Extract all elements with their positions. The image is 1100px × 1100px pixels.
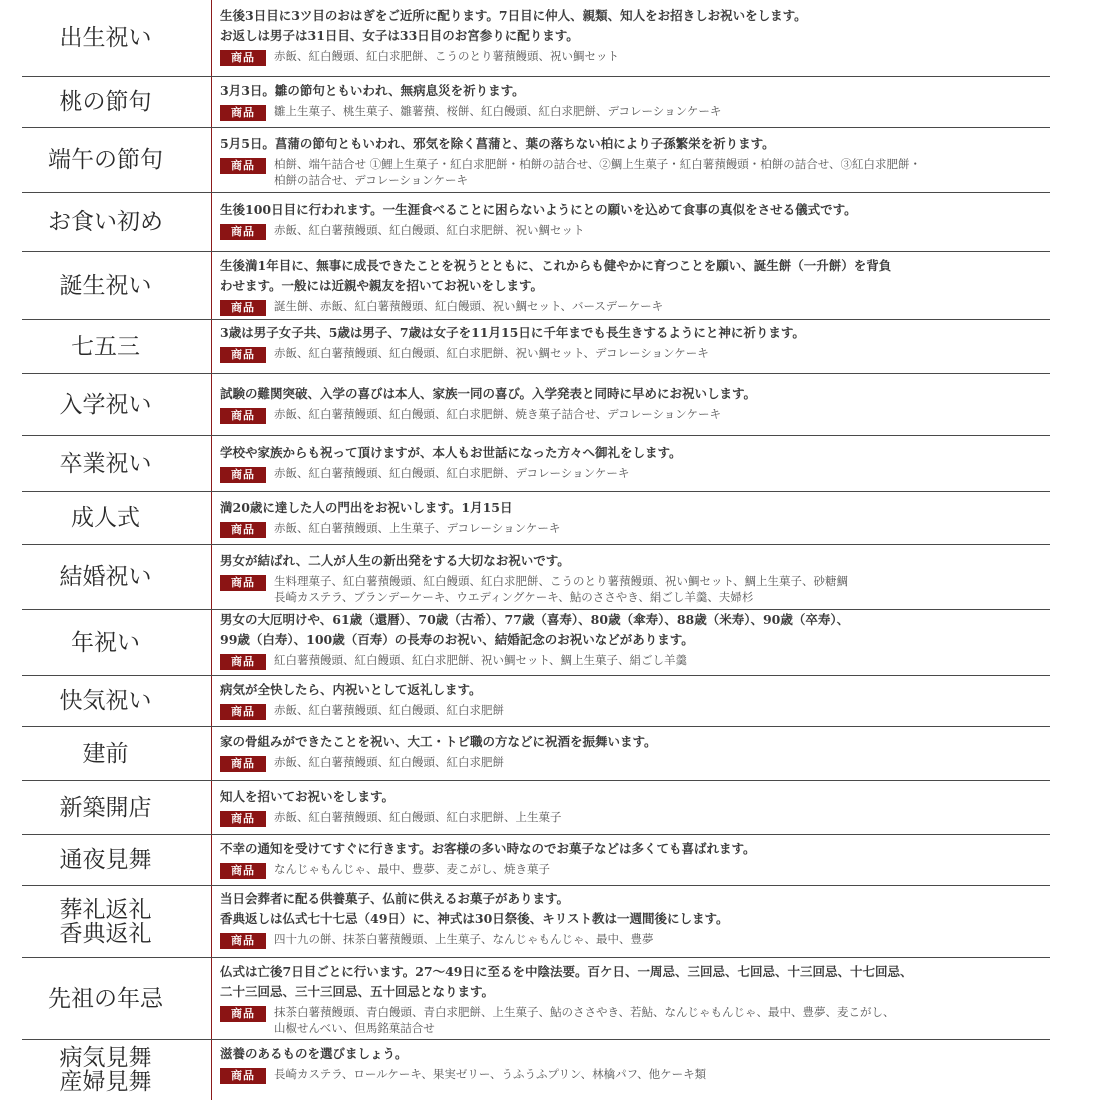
occasion-name: 成人式 xyxy=(71,505,140,531)
occasion-content xyxy=(220,680,1050,720)
product-line xyxy=(220,1004,1050,1036)
product-line xyxy=(220,465,1050,483)
product-line xyxy=(220,48,1050,66)
product-badge: 商品 xyxy=(220,105,266,121)
product-list: 生料理菓子、紅白薯蕷饅頭、紅白饅頭、紅白求肥餅、こうのとり薯蕷饅頭、祝い鯛セット、鯛上生菓子、砂糖鯛 長崎カステラ、ブランデーケーキ、ウエディングケーキ、鮎のささやき、絹ごし羊羹、夫婦杉 xyxy=(274,574,848,604)
table-row xyxy=(22,128,1050,193)
occasion-description: 当日会葬者に配る供養菓子、仏前に供えるお菓子があります。 香典返しは仏式七十七忌（49日）に、神式は30日祭後、キリスト教は一週間後にします。 xyxy=(220,891,729,926)
product-line xyxy=(220,520,1050,538)
product-badge: 商品 xyxy=(220,1006,266,1022)
occasion-description: 生後満1年目に、無事に成長できたことを祝うとともに、これからも健やかに育つことを願い、誕生餅（一升餅）を背負 わせます。一般には近親や親友を招いてお祝いをします。 xyxy=(220,258,892,293)
product-list: 柏餅、端午詰合せ ①鯉上生菓子・紅白求肥餅・柏餅の詰合せ、②鯛上生菓子・紅白薯蕷饅頭・柏餅の詰合せ、③紅白求肥餅・ 柏餅の詰合せ、デコレーションケーキ xyxy=(274,157,921,187)
occasion-content xyxy=(220,323,1050,363)
table-row xyxy=(22,492,1050,545)
product-badge: 商品 xyxy=(220,575,266,591)
product-badge: 商品 xyxy=(220,158,266,174)
table-row xyxy=(22,0,1050,77)
product-badge: 商品 xyxy=(220,347,266,363)
occasion-description: 試験の難関突破、入学の喜びは本人、家族一同の喜び。入学発表と同時に早めにお祝いします。 xyxy=(220,386,757,401)
occasion-description: 生後100日目に行われます。一生涯食べることに困らないようにとの願いを込めて食事の真似をさせる儀式です。 xyxy=(220,202,857,217)
table-row xyxy=(22,252,1050,320)
occasion-content xyxy=(220,732,1050,772)
table-row xyxy=(22,1040,1050,1100)
product-badge: 商品 xyxy=(220,522,266,538)
product-badge: 商品 xyxy=(220,50,266,66)
occasion-content xyxy=(220,962,1050,1036)
occasion-name: 端午の節句 xyxy=(48,147,163,173)
celebration-table xyxy=(22,0,1050,1100)
product-badge: 商品 xyxy=(220,756,266,772)
product-badge: 商品 xyxy=(220,704,266,720)
product-list: 紅白薯蕷饅頭、紅白饅頭、紅白求肥餅、祝い鯛セット、鯛上生菓子、絹ごし羊羹 xyxy=(274,653,687,667)
table-row xyxy=(22,193,1050,252)
product-badge: 商品 xyxy=(220,933,266,949)
table-row xyxy=(22,320,1050,374)
occasion-content xyxy=(220,610,1050,670)
product-list: 長崎カステラ、ロールケーキ、果実ゼリー、うふうふプリン、林檎パフ、他ケーキ類 xyxy=(274,1067,707,1081)
occasion-description: 不幸の通知を受けてすぐに行きます。お客様の多い時なのでお菓子などは多くても喜ばれます。 xyxy=(220,841,756,856)
occasion-content xyxy=(220,81,1050,121)
product-line xyxy=(220,298,1050,316)
product-list: 赤飯、紅白薯蕷饅頭、紅白饅頭、紅白求肥餅、祝い鯛セット、デコレーションケーキ xyxy=(274,346,709,360)
table-row xyxy=(22,374,1050,436)
occasion-description: 病気が全快したら、内祝いとして返礼します。 xyxy=(220,682,482,697)
occasion-description: 3月3日。雛の節句ともいわれ、無病息災を祈ります。 xyxy=(220,83,525,98)
table-row xyxy=(22,835,1050,886)
product-line xyxy=(220,222,1050,240)
occasion-content xyxy=(220,787,1050,827)
occasion-name: 卒業祝い xyxy=(59,450,152,477)
occasion-name: 通夜見舞 xyxy=(59,847,152,873)
product-line xyxy=(220,1066,1050,1084)
occasion-content xyxy=(220,134,1050,188)
occasion-name: 快気祝い xyxy=(59,688,152,714)
table-row xyxy=(22,545,1050,610)
table-row xyxy=(22,781,1050,835)
occasion-description: 5月5日。菖蒲の節句ともいわれ、邪気を除く菖蒲と、葉の落ちない柏により子孫繁栄を祈ります。 xyxy=(220,136,775,151)
product-list: なんじゃもんじゃ、最中、豊夢、麦こがし、焼き菓子 xyxy=(274,862,550,876)
product-line xyxy=(220,861,1050,879)
product-list: 赤飯、紅白薯蕷饅頭、紅白饅頭、紅白求肥餅、上生菓子 xyxy=(274,810,562,824)
occasion-name: 結婚祝い xyxy=(59,564,152,590)
product-line xyxy=(220,573,1050,605)
product-list: 赤飯、紅白薯蕷饅頭、紅白饅頭、紅白求肥餅、祝い鯛セット xyxy=(274,223,585,237)
occasion-description: 仏式は亡後7日目ごとに行います。27〜49日に至るを中陰法要。百ケ日、一周忌、三回忌、七回忌、十三回忌、十七回忌、 二十三回忌、三十三回忌、五十回忌となります。 xyxy=(220,964,913,999)
product-badge: 商品 xyxy=(220,654,266,670)
product-line xyxy=(220,103,1050,121)
table-row xyxy=(22,436,1050,492)
product-list: 赤飯、紅白薯蕷饅頭、上生菓子、デコレーションケーキ xyxy=(274,521,561,535)
occasion-description: 3歳は男子女子共、5歳は男子、7歳は女子を11月15日に千年までも長生きするようにと神に祈ります。 xyxy=(220,325,805,340)
product-line xyxy=(220,754,1050,772)
product-list: 抹茶白薯蕷饅頭、青白饅頭、青白求肥餅、上生菓子、鮎のささやき、若鮎、なんじゃもんじゃ、最中、豊夢、麦こがし、 山椒せんべい、但馬銘菓詰合せ xyxy=(274,1005,895,1035)
occasion-name: 先祖の年忌 xyxy=(48,985,163,1012)
product-list: 雛上生菓子、桃生菓子、雛薯蕷、桜餅、紅白饅頭、紅白求肥餅、デコレーションケーキ xyxy=(274,104,722,118)
occasion-name: 年祝い xyxy=(71,629,140,656)
occasion-name: 葬礼返礼 香典返礼 xyxy=(59,896,152,947)
occasion-name: 病気見舞 産婦見舞 xyxy=(59,1045,152,1095)
product-badge: 商品 xyxy=(220,224,266,240)
occasion-content xyxy=(220,256,1050,316)
occasion-content xyxy=(220,551,1050,605)
occasion-name: 入学祝い xyxy=(59,391,152,418)
product-badge: 商品 xyxy=(220,300,266,316)
product-list: 赤飯、紅白饅頭、紅白求肥餅、こうのとり薯蕷饅頭、祝い鯛セット xyxy=(274,49,619,63)
product-badge: 商品 xyxy=(220,1068,266,1084)
table-row xyxy=(22,958,1050,1040)
occasion-description: 知人を招いてお祝いをします。 xyxy=(220,789,395,804)
occasion-description: 男女の大厄明けや、61歳（還暦）、70歳（古希）、77歳（喜寿）、80歳（傘寿）、88歳（米寿）、90歳（卒寿）、 99歳（白寿）、100歳（百寿）の長寿のお祝い、結婚記念のお祝いなどがあります。 xyxy=(220,612,850,647)
occasion-description: 生後3日目に3ツ目のおはぎをご近所に配ります。7日目に仲人、親類、知人をお招きしお祝いをします。 お返しは男子は31日目、女子は33日目のお宮参りに配ります。 xyxy=(220,8,807,43)
product-line xyxy=(220,652,1050,670)
product-line xyxy=(220,702,1050,720)
product-list: 赤飯、紅白薯蕷饅頭、紅白饅頭、紅白求肥餅 xyxy=(274,703,504,717)
occasion-description: 家の骨組みができたことを祝い、大工・トビ職の方などに祝酒を振舞います。 xyxy=(220,734,657,749)
occasion-content xyxy=(220,1044,1050,1084)
product-line xyxy=(220,931,1050,949)
table-row xyxy=(22,610,1050,676)
product-list: 四十九の餅、抹茶白薯蕷饅頭、上生菓子、なんじゃもんじゃ、最中、豊夢 xyxy=(274,932,654,946)
product-badge: 商品 xyxy=(220,811,266,827)
occasion-name: 建前 xyxy=(82,740,129,767)
occasion-name: 七五三 xyxy=(71,333,140,360)
occasion-content xyxy=(220,6,1050,66)
occasion-content xyxy=(220,889,1050,949)
product-list: 赤飯、紅白薯蕷饅頭、紅白饅頭、紅白求肥餅、焼き菓子詰合せ、デコレーションケーキ xyxy=(274,407,722,421)
occasion-description: 滋養のあるものを選びましょう。 xyxy=(220,1046,408,1061)
occasion-content xyxy=(220,200,1050,240)
occasion-content xyxy=(220,443,1050,483)
occasion-content xyxy=(220,498,1050,538)
table-row xyxy=(22,886,1050,958)
table-row xyxy=(22,727,1050,781)
occasion-name: 出生祝い xyxy=(59,25,152,51)
product-list: 誕生餅、赤飯、紅白薯蕷饅頭、紅白饅頭、祝い鯛セット、バースデーケーキ xyxy=(274,299,664,313)
product-line xyxy=(220,406,1050,424)
occasion-description: 満20歳に達した人の門出をお祝いします。1月15日 xyxy=(220,500,513,515)
product-badge: 商品 xyxy=(220,408,266,424)
occasion-description: 男女が結ばれ、二人が人生の新出発をする大切なお祝いです。 xyxy=(220,553,570,568)
product-line xyxy=(220,156,1050,188)
occasion-name: 誕生祝い xyxy=(59,272,152,299)
occasion-name: お食い初め xyxy=(48,209,163,235)
occasion-name: 新築開店 xyxy=(59,794,152,821)
table-row xyxy=(22,77,1050,128)
product-badge: 商品 xyxy=(220,467,266,483)
product-badge: 商品 xyxy=(220,863,266,879)
occasion-description: 学校や家族からも祝って頂けますが、本人もお世話になった方々へ御礼をします。 xyxy=(220,445,682,460)
occasion-content xyxy=(220,384,1050,424)
occasion-content xyxy=(220,839,1050,879)
product-line xyxy=(220,809,1050,827)
table-row xyxy=(22,676,1050,727)
product-line xyxy=(220,345,1050,363)
occasion-name: 桃の節句 xyxy=(59,89,152,115)
product-list: 赤飯、紅白薯蕷饅頭、紅白饅頭、紅白求肥餅、デコレーションケーキ xyxy=(274,466,630,480)
product-list: 赤飯、紅白薯蕷饅頭、紅白饅頭、紅白求肥餅 xyxy=(274,755,504,769)
